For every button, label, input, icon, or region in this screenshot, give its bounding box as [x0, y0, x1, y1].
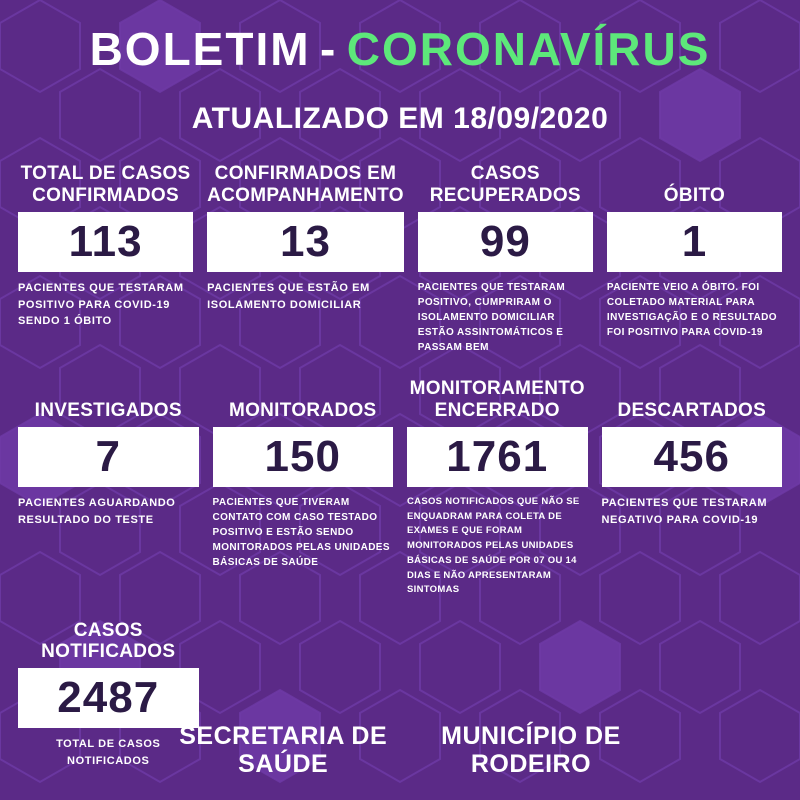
stat-card-monitoramento-encerrado: [407, 377, 588, 598]
stat-label-line1: CASOS: [73, 619, 143, 641]
stat-label: [213, 377, 394, 421]
footer-secretaria-line1: SECRETARIA DE: [179, 722, 388, 750]
stat-description: PACIENTE VEIO A ÓBITO. FOI COLETADO MATERIAL PARA INVESTIGAÇÃO E O RESULTADO FOI POSITIVO PARA COVID-19: [606, 282, 777, 338]
title-dash: -: [320, 23, 338, 75]
stat-label-line2: ENCERRADO: [434, 399, 560, 421]
stat-value: 113: [68, 217, 143, 266]
stat-label: [602, 377, 783, 421]
stat-description: PACIENTES QUE TIVERAM CONTATO COM CASO TESTADO POSITIVO E ESTÃO SENDO MONITORADOS PELAS UNIDADES BÁSICAS DE SAÚDE: [212, 497, 390, 568]
stat-value-box: [207, 212, 404, 272]
stat-label-line1: TOTAL DE CASOS: [20, 163, 191, 185]
stat-label-line2: CONFIRMADOS: [32, 184, 179, 206]
stat-value-box: [18, 427, 199, 487]
page-title: [18, 0, 782, 75]
stat-label: [18, 162, 193, 206]
stat-value-box: [418, 212, 593, 272]
stat-value: 13: [279, 217, 331, 266]
stat-card-casos-recuperados: [418, 162, 593, 355]
stat-label-line1: MONITORADOS: [228, 399, 377, 421]
stat-value: 1761: [446, 432, 549, 481]
stat-label: [207, 162, 404, 206]
stat-description: TOTAL DE CASOS NOTIFICADOS: [56, 738, 161, 767]
stat-card-obito: [607, 162, 782, 355]
stats-grid-row-2: [18, 377, 782, 598]
stat-value-box: [407, 427, 588, 487]
title-boletim: BOLETIM: [89, 23, 311, 75]
stat-card-confirmados-acompanhamento: [207, 162, 404, 355]
stat-value-box: [602, 427, 783, 487]
stat-label: [418, 162, 593, 206]
stat-label-line1: INVESTIGADOS: [34, 399, 182, 421]
stat-value: 150: [264, 432, 341, 481]
stat-label: [407, 377, 588, 421]
stat-label-line1: DESCARTADOS: [617, 399, 767, 421]
stat-label: [607, 162, 782, 206]
stat-description: PACIENTES QUE TESTARAM POSITIVO, CUMPRIRAM O ISOLAMENTO DOMICILIAR ESTÃO ASSINTOMÁTICOS E PASSAM BEM: [417, 282, 566, 353]
title-coronavirus: CORONAVÍRUS: [346, 23, 711, 75]
stat-value: 1: [681, 217, 708, 266]
stats-grid-row-1: [18, 162, 782, 355]
stat-label: [18, 618, 199, 662]
footer-municipio-line2: RODEIRO: [470, 750, 592, 778]
stat-value: 456: [653, 432, 730, 481]
footer-municipio-line1: MUNICÍPIO DE: [441, 722, 621, 750]
stat-description: PACIENTES AGUARDANDO RESULTADO DO TESTE: [18, 497, 176, 526]
stat-label: [18, 377, 199, 421]
footer-secretaria: [179, 722, 387, 778]
stat-card-total-confirmados: [18, 162, 193, 355]
stat-card-descartados: [602, 377, 783, 598]
stat-label-line2: RECUPERADOS: [429, 184, 581, 206]
stat-value: 7: [95, 432, 121, 481]
stat-value: 2487: [57, 673, 160, 723]
stat-label-line2: ACOMPANHAMENTO: [207, 184, 404, 206]
stat-label-line1: ÓBITO: [663, 184, 726, 206]
stat-description: CASOS NOTIFICADOS QUE NÃO SE ENQUADRAM PARA COLETA DE EXAMES E QUE FORAM MONITORADOS PELAS UNIDADES BÁSICAS DE SAÚDE POR 07 OU 14 DIAS E NÃO APRESENTARAM SINTOMAS: [407, 496, 580, 596]
stat-value-box: [18, 212, 193, 272]
footer-municipio: [441, 722, 621, 778]
stat-card-monitorados: [213, 377, 394, 598]
stat-label-line2: NOTIFICADOS: [41, 640, 176, 662]
stat-value-box: [18, 668, 199, 728]
stat-value: 99: [479, 217, 531, 266]
footer-secretaria-line2: SAÚDE: [238, 750, 329, 778]
stat-label-line1: MONITORAMENTO: [409, 378, 585, 400]
stat-description: PACIENTES QUE ESTÃO EM ISOLAMENTO DOMICILIAR: [207, 282, 370, 311]
stat-description: PACIENTES QUE TESTARAM NEGATIVO PARA COVID-19: [601, 497, 768, 526]
stat-value-box: [607, 212, 782, 272]
stat-label-line1: CONFIRMADOS EM: [214, 163, 397, 185]
stat-description: PACIENTES QUE TESTARAM POSITIVO PARA COVID-19 SENDO 1 ÓBITO: [18, 282, 184, 327]
stat-label-line1: CASOS: [470, 163, 540, 185]
footer: [0, 722, 800, 778]
stat-card-investigados: [18, 377, 199, 598]
page-subtitle-date: ATUALIZADO EM 18/09/2020: [191, 102, 609, 135]
stat-value-box: [213, 427, 394, 487]
